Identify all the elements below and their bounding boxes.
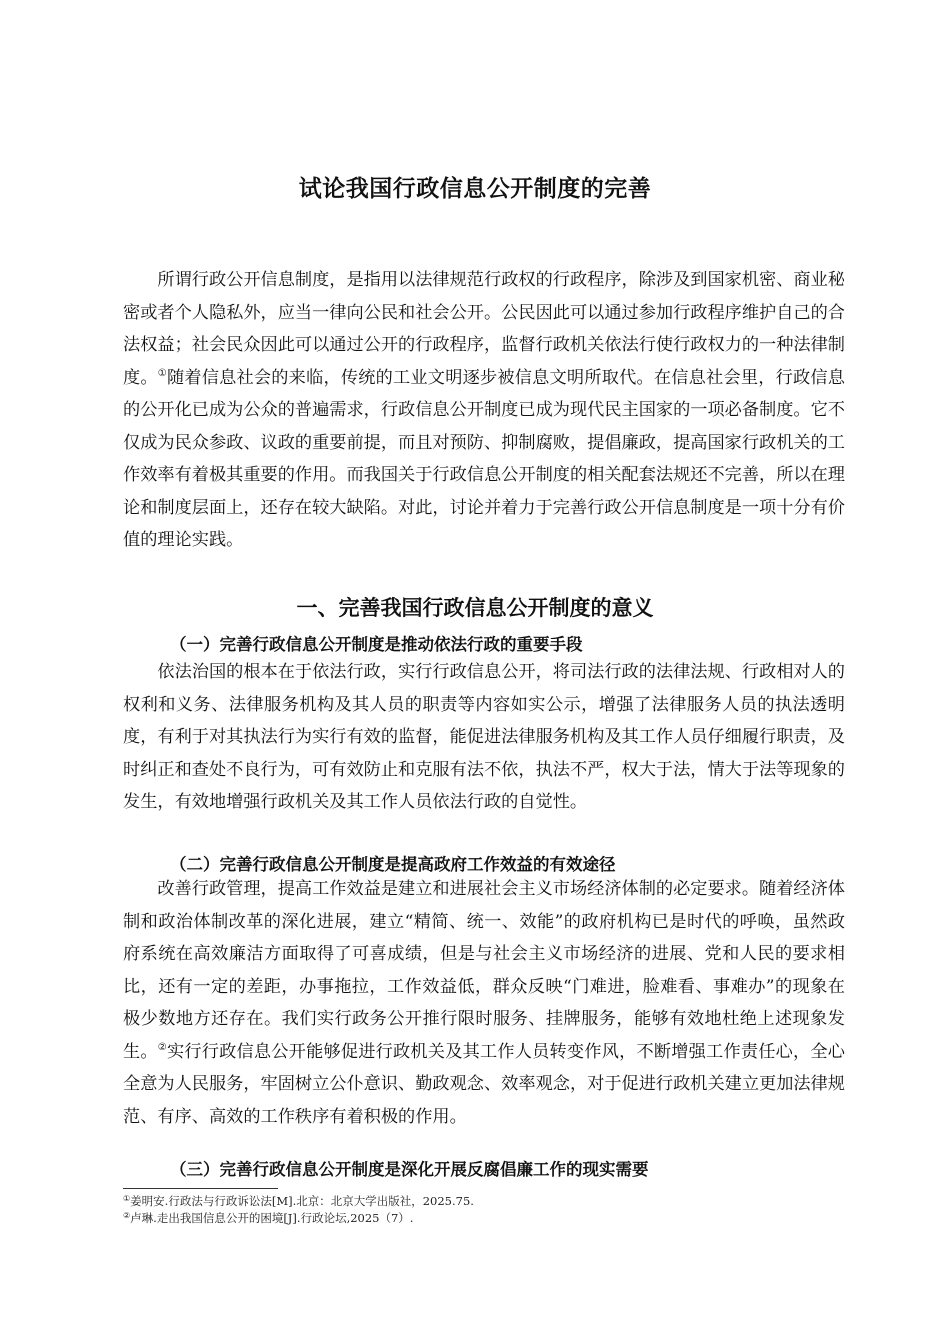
footnote-2-text: 卢琳.走出我国信息公开的困境[J].行政论坛,2025（7）. xyxy=(130,1211,414,1225)
footnote-1 xyxy=(123,1193,474,1209)
footnote-1-text: 姜明安.行政法与行政诉讼法[M].北京：北京大学出版社，2025.75. xyxy=(130,1194,474,1208)
intro-paragraph xyxy=(123,264,845,557)
subsection-2-body xyxy=(123,873,845,1133)
footnote-2-mark: ② xyxy=(123,1211,131,1220)
intro-section xyxy=(123,264,845,557)
subsection-3-heading: （三）完善行政信息公开制度是深化开展反腐倡廉工作的现实需要 xyxy=(170,1160,649,1179)
subsection-2-heading: （二）完善行政信息公开制度是提高政府工作效益的有效途径 xyxy=(170,855,616,874)
paper-title: 试论我国行政信息公开制度的完善 xyxy=(298,176,652,202)
subsection-1-heading: （一）完善行政信息公开制度是推动依法行政的重要手段 xyxy=(170,635,583,654)
section-1-heading: 一、完善我国行政信息公开制度的意义 xyxy=(296,596,654,620)
subsection-2-text-b: 实行行政信息公开能够促进行政机关及其工作人员转变作风，不断增强工作责任心，全心全意为人民服务，牢固树立公仆意识、勤政观念、效率观念，对于促进行政机关建立更加法律规范、有序、高效的工作秩序有着积极的作用。 xyxy=(123,1041,845,1127)
intro-text-a: 所谓行政公开信息制度，是指用以法律规范行政权的行政程序，除涉及到国家机密、商业秘密或者个人隐私外，应当一律向公民和社会公开。公民因此可以通过参加行政程序维护自己的合法权益；社会民众因此可以通过公开的行政程序，监督行政机关依法行使行政权力的一种法律制度。 xyxy=(123,270,845,388)
footnote-ref-1[interactable]: ① xyxy=(157,367,167,379)
subsection-1-paragraph: 依法治国的根本在于依法行政，实行行政信息公开，将司法行政的法律法规、行政相对人的权利和义务、法律服务机构及其人员的职责等内容如实公示，增强了法律服务人员的执法透明度，有利于对其执法行为实行有效的监督，能促进法律服务机构及其工作人员仔细履行职责，及时纠正和查处不良行为，可有效防止和克服有法不依，执法不严，权大于法，情大于法等现象的发生，有效地增强行政机关及其工作人员依法行政的自觉性。 xyxy=(123,662,845,812)
footnote-divider xyxy=(123,1188,278,1189)
footnote-2 xyxy=(123,1210,413,1226)
subsection-2-text-a: 改善行政管理，提高工作效益是建立和进展社会主义市场经济体制的必定要求。随着经济体制和政治体制改革的深化进展，建立“精简、统一、效能”的政府机构已是时代的呼唤，虽然政府系统在高效廉洁方面取得了可喜成绩，但是与社会主义市场经济的进展、党和人民的要求相比，还有一定的差距，办事拖拉，工作效益低，群众反映“门难进，脸难看、事难办”的现象在极少数地方还存在。我们实行政务公开推行限时服务、挂牌服务，能够有效地杜绝上述现象发生。 xyxy=(123,879,845,1062)
subsection-1-body xyxy=(123,656,845,819)
intro-text-b: 随着信息社会的来临，传统的工业文明逐步被信息文明所取代。在信息社会里，行政信息的公开化已成为公众的普遍需求，行政信息公开制度已成为现代民主国家的一项必备制度。它不仅成为民众参政、议政的重要前提，而且对预防、抑制腐败，提倡廉政，提高国家行政机关的工作效率有着极其重要的作用。而我国关于行政信息公开制度的相关配套法规还不完善，所以在理论和制度层面上，还存在较大缺陷。对此，讨论并着力于完善行政公开信息制度是一项十分有价值的理论实践。 xyxy=(123,367,845,550)
subsection-2-paragraph xyxy=(123,873,845,1133)
footnote-1-mark: ① xyxy=(123,1194,131,1203)
footnote-ref-2[interactable]: ② xyxy=(157,1041,167,1053)
